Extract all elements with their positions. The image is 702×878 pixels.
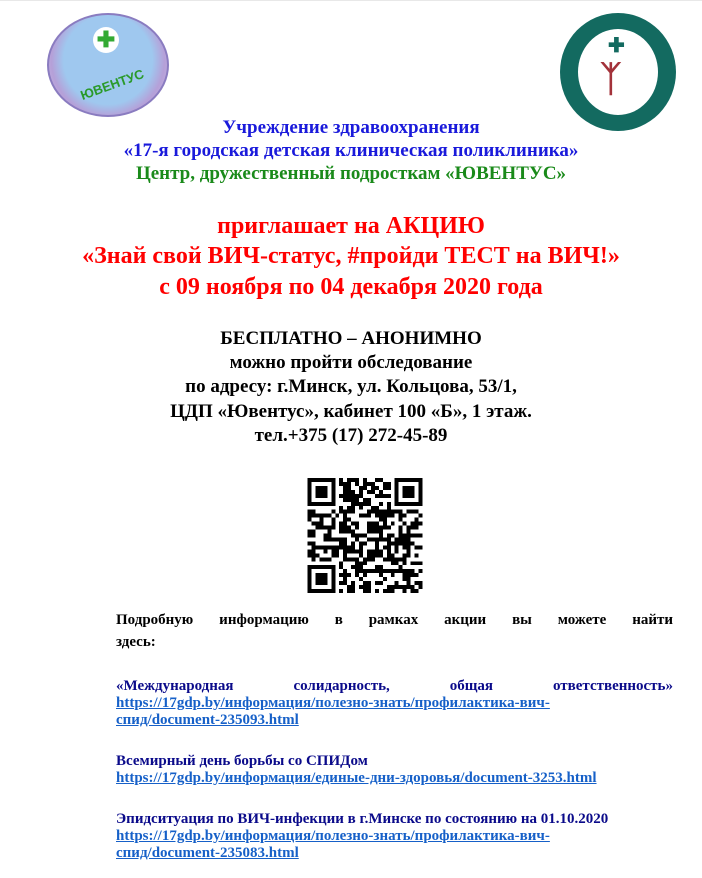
info-item-link[interactable]: https://17gdp.by/информация/полезно-знать/профилактика-вич- [116,828,550,844]
info-item-title: «Международная солидарность, общая ответственность» [116,678,673,694]
header-line-3: Центр, дружественный подросткам «ЮВЕНТУС» [135,163,567,184]
details-line-3: по адресу: г.Минск, ул. Кольцова, 53/1, [185,376,517,397]
cross-icon: ✚ [93,27,119,53]
info-item-title: Всемирный день борьбы со СПИДом [116,753,368,769]
info-intro-2: здесь: [116,634,156,650]
info-item-link[interactable]: https://17gdp.by/информация/полезно-знать/профилактика-вич- [116,695,550,711]
header-line-2: «17-я городская детская клиническая поликлиника» [123,140,579,161]
info-item-1 [116,678,673,729]
details-line-4: ЦДП «Ювентус», кабинет 100 «Б», 1 этаж. [170,401,532,422]
details-line-5: тел.+375 (17) 272-45-89 [254,425,448,446]
info-item-link-cont[interactable]: спид/document-235083.html [116,845,299,861]
info-item-link[interactable]: https://17gdp.by/информация/единые-дни-здоровья/document-3253.html [116,770,597,786]
info-item-link-cont[interactable]: спид/document-235093.html [116,712,299,728]
details-line-2: можно пройти обследование [229,352,473,373]
info-item-title: Эпидситуация по ВИЧ-инфекции в г.Минске по состоянию на 01.10.2020 [116,811,609,827]
polyclinic-logo: ✚ ᛉ [560,13,676,131]
invite-line-1: приглашает на АКЦИЮ [217,213,485,239]
invite-line-3: с 09 ноября по 04 декабря 2020 года [159,274,543,300]
qr-code[interactable] [307,478,423,593]
juventus-logo: ✚ ЮВЕНТУС [47,13,169,117]
info-intro: Подробную информацию в рамках акции вы можете найти [116,612,673,628]
details-line-1: БЕСПЛАТНО – АНОНИМНО [220,328,482,349]
header-line-1: Учреждение здравоохранения [222,117,480,138]
info-item-3 [116,811,673,862]
invite-line-2: «Знай свой ВИЧ-статус, #пройди ТЕСТ на ВИЧ!» [82,243,620,269]
qr-modules [308,478,423,593]
info-item-2 [116,753,673,787]
